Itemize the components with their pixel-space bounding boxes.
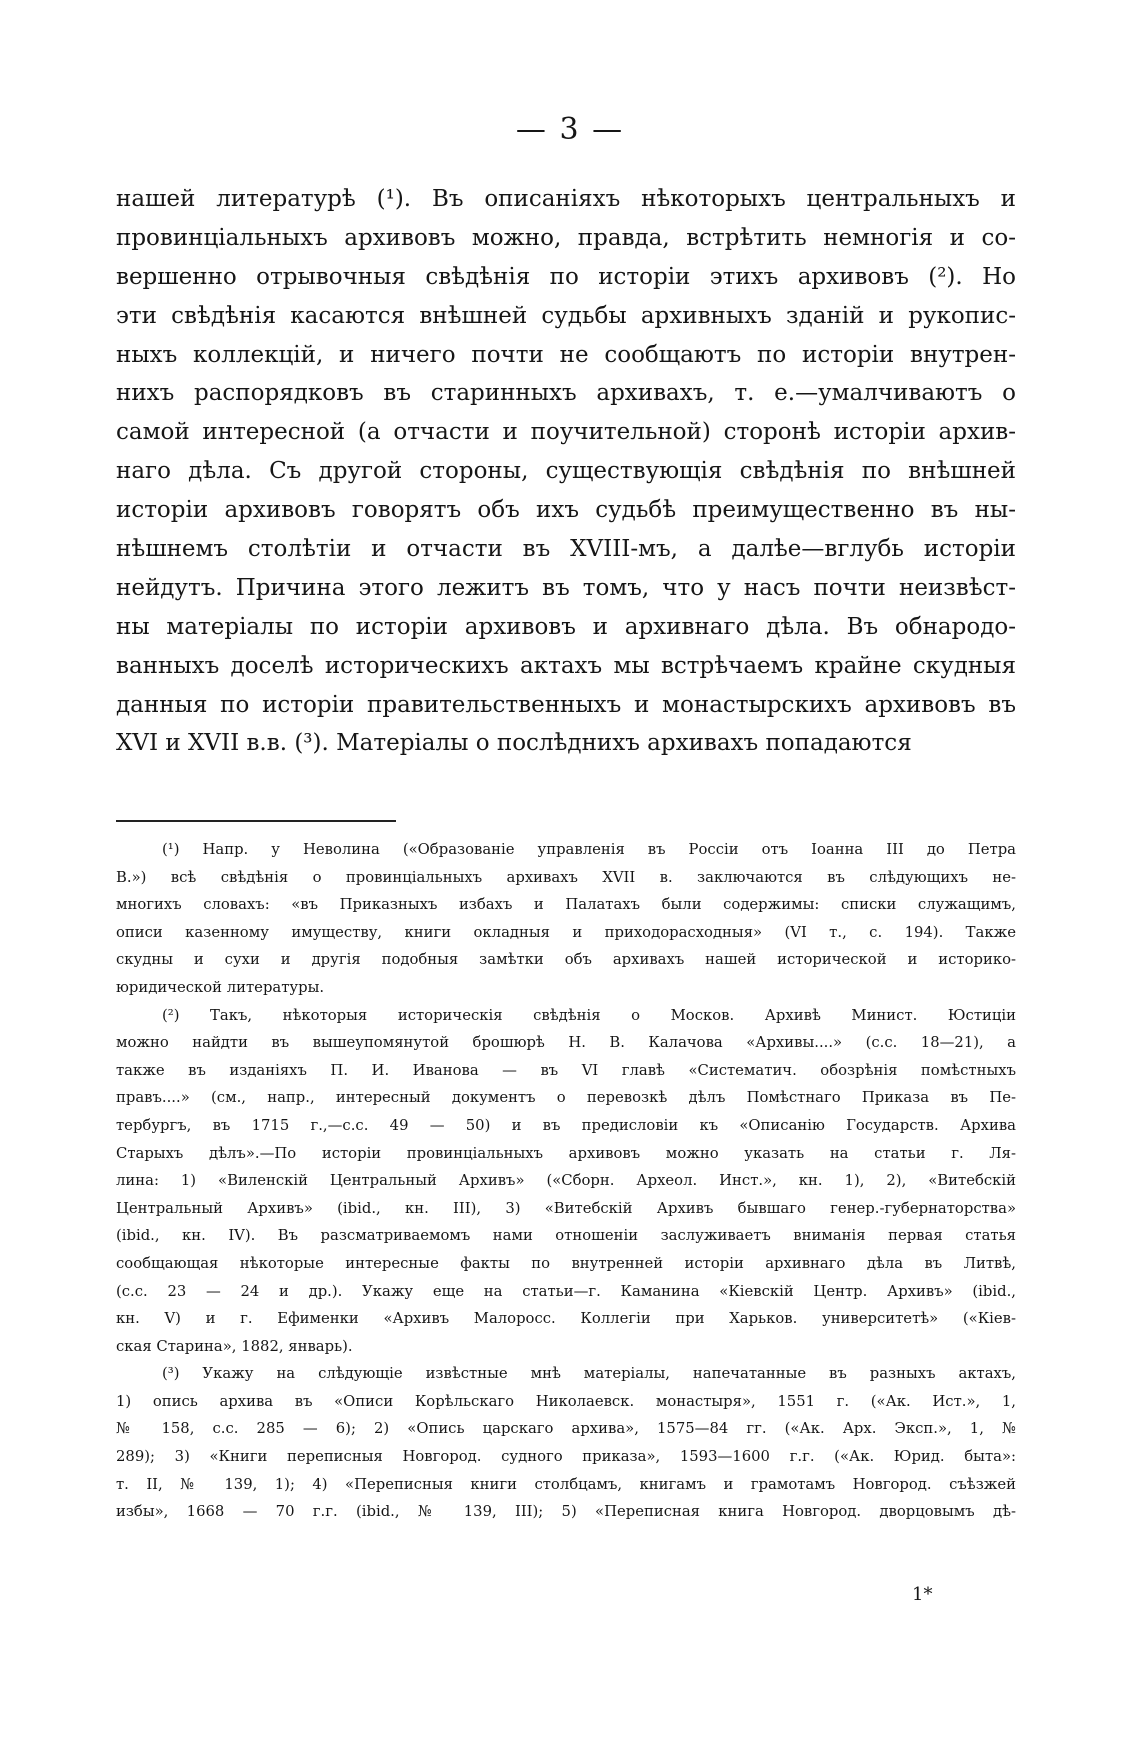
- footnote-line: юридической литературы.: [116, 978, 325, 996]
- footnote-line: описи казенному имуществу, книги окладныя и приходорасходныя» (VI т., с. 194). Также: [116, 923, 1016, 941]
- footnote-line: (ibid., кн. IV). Въ разсматриваемомъ нами отношеніи заслуживаетъ вниманія первая статья: [116, 1227, 1016, 1245]
- footnote-line: кн. V) и г. Ефименки «Архивъ Малоросс. Коллегіи при Харьков. университетѣ» («Кіев-: [116, 1310, 1016, 1328]
- footnote-line: (³) Укажу на слѣдующіе извѣстные мнѣ матеріалы, напечатанные въ разныхъ актахъ,: [162, 1365, 1016, 1383]
- footnote-line: (²) Такъ, нѣкоторыя историческія свѣдѣнія о Москов. Архивѣ Минист. Юстиціи: [162, 1006, 1016, 1024]
- main-line: ны матеріалы по исторіи архивовъ и архивнаго дѣла. Въ обнародо-: [116, 613, 1016, 640]
- footnote-line: (¹) Напр. у Неволина («Образованіе управленія въ Россіи отъ Іоанна III до Петра: [162, 841, 1016, 858]
- footnote-line: 289); 3) «Книги переписныя Новгород. судного приказа», 1593—1600 г.г. («Ак. Юрид. быта»:: [116, 1448, 1016, 1466]
- footnote-line: скудны и сухи и другія подобныя замѣтки объ архивахъ нашей исторической и историко-: [116, 951, 1016, 969]
- main-line: вершенно отрывочныя свѣдѣнія по исторіи этихъ архивовъ (²). Но: [116, 263, 1016, 290]
- footnote-line: Старыхъ дѣлъ».—По исторіи провинціальныхъ архивовъ можно указать на статьи г. Ля-: [116, 1144, 1016, 1162]
- footnote-line: ская Старина», 1882, январь).: [116, 1337, 353, 1355]
- footnote-3: [116, 1360, 1016, 1526]
- main-line: XVI и XVII в.в. (³). Матеріалы о послѣднихъ архивахъ попадаются: [116, 730, 912, 757]
- footnote-line: т. II, № 139, 1); 4) «Переписныя книги столбцамъ, книгамъ и грамотамъ Новгород. съѣзжей: [116, 1475, 1016, 1493]
- main-line: наго дѣла. Съ другой стороны, существующія свѣдѣнія по внѣшней: [116, 458, 1016, 485]
- main-line: нѣшнемъ столѣтіи и отчасти въ XVIII-мъ, а далѣе—вглубь исторіи: [116, 536, 1016, 563]
- footnote-line: В.») всѣ свѣдѣнія о провинціальныхъ архивахъ XVII в. заключаются въ слѣдующихъ не-: [116, 868, 1016, 886]
- footnote-line: (с.с. 23 — 24 и др.). Укажу еще на статьи—г. Каманина «Кіевскій Центр. Архивъ» (ibid.,: [116, 1282, 1016, 1300]
- footnote-line: 1) опись архива въ «Описи Корѣльскаго Николаевск. монастыря», 1551 г. («Ак. Ист.», 1,: [116, 1392, 1016, 1410]
- footnote-line: также въ изданіяхъ П. И. Иванова — въ VI главѣ «Систематич. обозрѣнія помѣстныхъ: [116, 1061, 1016, 1079]
- signature-mark: 1*: [912, 1584, 933, 1605]
- page-number: — 3 —: [515, 112, 625, 147]
- footnote-line: сообщающая нѣкоторые интересные факты по внутренней исторіи архивнаго дѣла въ Литвѣ,: [116, 1254, 1016, 1272]
- main-line: провинціальныхъ архивовъ можно, правда, встрѣтить немногія и со-: [116, 224, 1016, 251]
- main-line: ныхъ коллекцій, и ничего почти не сообщаютъ по исторіи внутрен-: [116, 341, 1016, 368]
- footnote-line: лина: 1) «Виленскій Центральный Архивъ» («Сборн. Археол. Инст.», кн. 1), 2), «Витебскій: [116, 1172, 1016, 1190]
- main-text: [116, 180, 1016, 763]
- footnote-line: Центральный Архивъ» (ibid., кн. III), 3) «Витебскій Архивъ бывшаго генер.-губернаторства»: [116, 1199, 1016, 1217]
- footnote-1: [116, 836, 1016, 1002]
- main-line: ванныхъ доселѣ историческихъ актахъ мы встрѣчаемъ крайне скудныя: [116, 652, 1016, 679]
- main-line: исторіи архивовъ говорятъ объ ихъ судьбѣ преимущественно въ ны-: [116, 497, 1016, 524]
- main-line: нейдутъ. Причина этого лежитъ въ томъ, что у насъ почти неизвѣст-: [116, 574, 1016, 601]
- main-line: данныя по исторіи правительственныхъ и монастырскихъ архивовъ въ: [116, 691, 1016, 718]
- footnote-line: избы», 1668 — 70 г.г. (ibid., № 139, III); 5) «Переписная книга Новгород. дворцовымъ дѣ-: [116, 1503, 1016, 1521]
- footnotes: [116, 836, 1016, 1526]
- footnote-line: правъ....» (см., напр., интересный документъ о перевозкѣ дѣлъ Помѣстнаго Приказа въ Пе-: [116, 1089, 1016, 1107]
- main-line: самой интересной (а отчасти и поучительной) сторонѣ исторіи архив-: [116, 419, 1016, 446]
- main-line: эти свѣдѣнія касаются внѣшней судьбы архивныхъ зданій и рукопис-: [116, 302, 1016, 329]
- footnote-line: тербургъ, въ 1715 г.,—с.с. 49 — 50) и въ предисловіи къ «Описанію Государств. Архива: [116, 1116, 1016, 1134]
- footnote-line: многихъ словахъ: «въ Приказныхъ избахъ и Палатахъ были содержимы: списки служащимъ,: [116, 896, 1016, 914]
- footnote-line: № 158, с.с. 285 — 6); 2) «Опись царскаго архива», 1575—84 гг. («Ак. Арх. Эксп.», 1, №: [116, 1420, 1016, 1438]
- footnote-line: можно найдти въ вышеупомянутой брошюрѣ Н. В. Калачова «Архивы....» (с.с. 18—21), а: [116, 1034, 1016, 1052]
- main-line: нашей литературѣ (¹). Въ описаніяхъ нѣкоторыхъ центральныхъ и: [116, 186, 1016, 212]
- footnote-2: [116, 1002, 1016, 1361]
- main-line: нихъ распорядковъ въ старинныхъ архивахъ, т. е.—умалчиваютъ о: [116, 380, 1016, 407]
- footnote-divider: [116, 820, 396, 822]
